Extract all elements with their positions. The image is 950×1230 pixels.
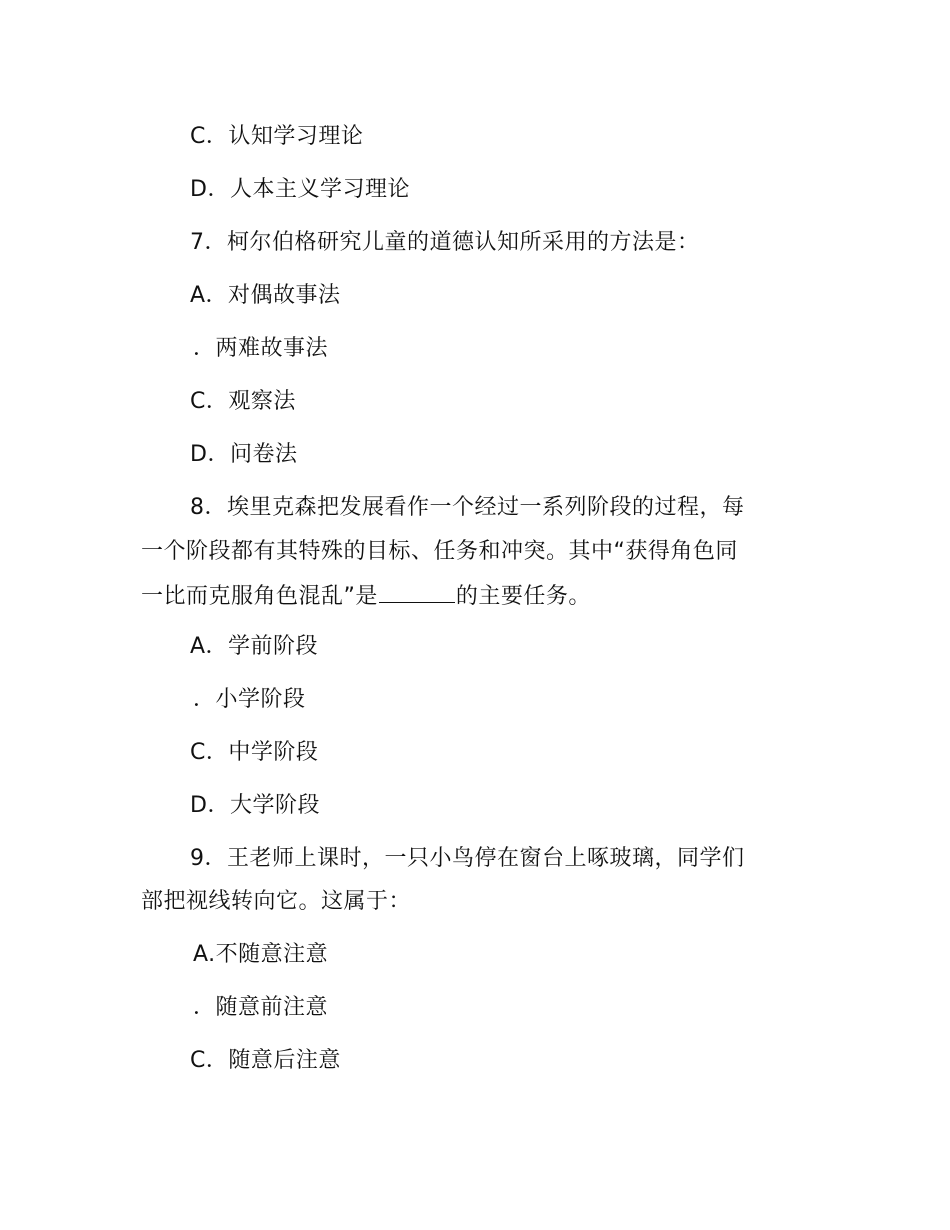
q9-option-b: ．随意前注意 xyxy=(193,995,329,1020)
q8-option-d: D．大学阶段 xyxy=(190,793,320,818)
q7-option-b: ．两难故事法 xyxy=(193,336,329,361)
q6-option-c: C．认知学习理论 xyxy=(190,124,364,149)
q7-option-a: A．对偶故事法 xyxy=(190,283,341,308)
q8-stem-line1: 8．埃里克森把发展看作一个经过一系列阶段的过程，每 xyxy=(190,495,745,520)
q8-option-a: A．学前阶段 xyxy=(190,634,319,659)
q7-stem: 7．柯尔伯格研究儿童的道德认知所采用的方法是： xyxy=(190,230,700,255)
q6-option-d: D．人本主义学习理论 xyxy=(190,177,410,202)
q9-option-c: C．随意后注意 xyxy=(190,1048,341,1073)
q9-stem-line1: 9．王老师上课时，一只小鸟停在窗台上啄玻璃，同学们 xyxy=(190,846,745,871)
q7-option-d: D．问卷法 xyxy=(190,442,298,467)
answer-blank xyxy=(379,580,455,603)
q9-stem-line2: 部把视线转向它。这属于： xyxy=(141,889,412,914)
q8-stem-line3-before: 一比而克服角色混乱”是 xyxy=(141,584,378,609)
q8-stem-line3 xyxy=(141,580,591,612)
q8-option-b: ．小学阶段 xyxy=(193,687,306,712)
q8-option-c: C．中学阶段 xyxy=(190,740,319,765)
q9-option-a: A.不随意注意 xyxy=(193,942,329,967)
q7-option-c: C．观察法 xyxy=(190,389,296,414)
q8-stem-line2: 一个阶段都有其特殊的目标、任务和冲突。其中“获得角色同 xyxy=(141,539,738,564)
q8-stem-line3-after: 的主要任务。 xyxy=(455,584,591,609)
